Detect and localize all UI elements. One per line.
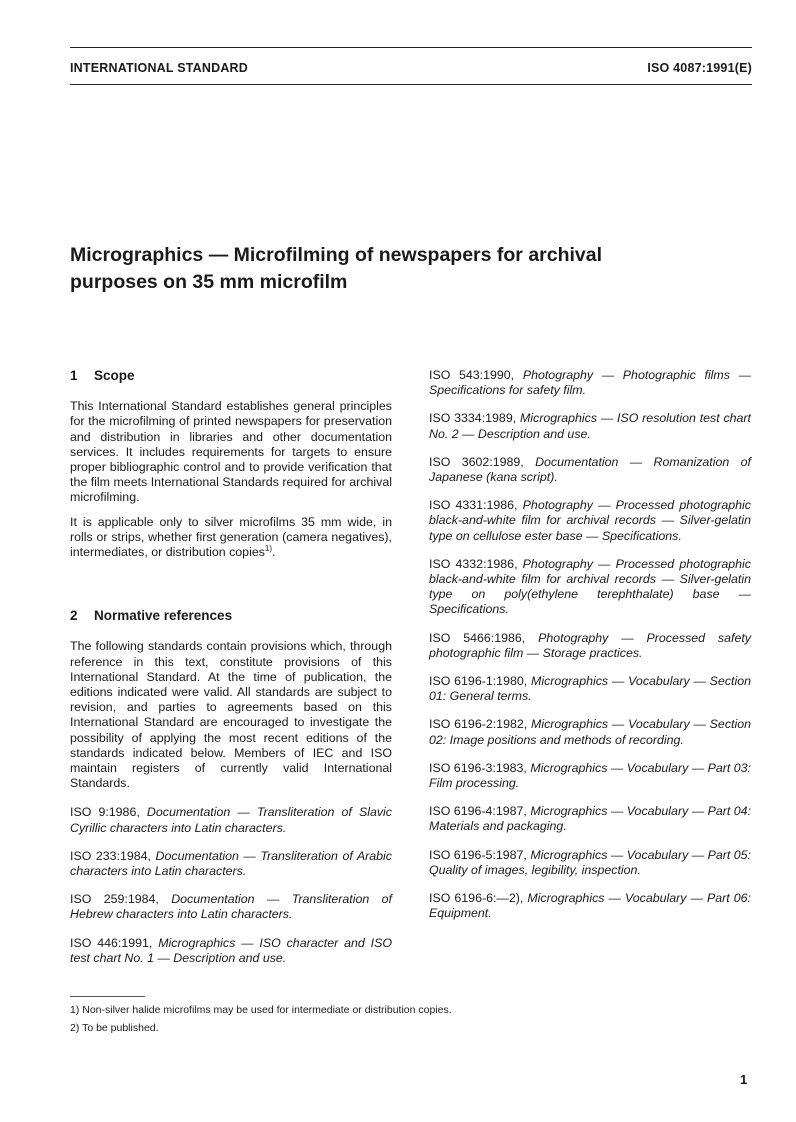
title-line-2: purposes on 35 mm microfilm xyxy=(70,271,348,293)
reference-item: ISO 4332:1986, Photography — Processed photographic black-and-white film for archival records — Silver-gelatin type on poly(ethylene terephthalate) base — Specifications. xyxy=(429,556,751,617)
reference-item: ISO 6196-2:1982, Micrographics — Vocabulary — Section 02: Image positions and methods of recording. xyxy=(429,717,751,747)
footnote-1: 1) Non-silver halide microfilms may be used for intermediate or distribution copies. xyxy=(70,1004,452,1016)
normative-number: 2 xyxy=(70,608,78,624)
reference-item: ISO 9:1986, Documentation — Transliteration of Slavic Cyrillic characters into Latin characters. xyxy=(70,805,392,835)
header-rule xyxy=(70,84,752,85)
reference-item: ISO 5466:1986, Photography — Processed safety photographic film — Storage practices. xyxy=(429,630,751,660)
reference-item: ISO 6196-5:1987, Micrographics — Vocabulary — Part 05: Quality of images, legibility, inspection. xyxy=(429,847,751,877)
document-title xyxy=(70,242,750,296)
reference-item: ISO 6196-1:1980, Micrographics — Vocabulary — Section 01: General terms. xyxy=(429,674,751,704)
reference-item: ISO 6196-6:—2), Micrographics — Vocabulary — Part 06: Equipment. xyxy=(429,891,751,921)
reference-item: ISO 6196-3:1983, Micrographics — Vocabulary — Part 03: Film processing. xyxy=(429,760,751,791)
scope-paragraph-2: It is applicable only to silver microfilms 35 mm wide, in rolls or strips, whether first generation (camera negatives), intermediates, or distribution copies$^{1)}$. xyxy=(70,514,392,560)
reference-item: ISO 543:1990, Photography — Photographic films — Specifications for safety film. xyxy=(429,368,751,398)
right-column xyxy=(429,368,751,934)
scope-number: 1 xyxy=(70,368,78,383)
reference-item: ISO 259:1984, Documentation — Transliteration of Hebrew characters into Latin characters. xyxy=(70,892,392,922)
normative-intro: The following standards contain provisions which, through reference in this text, constitute provisions of this International Standard. At the time of publication, the editions indicated were valid. All standards are subject to revision, and parties to agreements based on this International Standard are encouraged to investigate the possibility of applying the most recent editions of the standards indicated below. Members of IEC and ISO maintain registers of currently valid International Standards. xyxy=(70,639,392,791)
scope-paragraph-1: This International Standard establishes general principles for the microfilming of printed newspapers for preservation and distribution in libraries and other documentation services. It includes requirements for targets to ensure proper bibliographic control and to provide verification that the film meets International Standards required for archival microfilming. xyxy=(70,399,392,505)
reference-item: ISO 3602:1989, Documentation — Romanization of Japanese (kana script). xyxy=(429,454,751,485)
title-line-1: Micrographics — Microfilming of newspapers for archival xyxy=(70,244,603,266)
reference-item: ISO 4331:1986, Photography — Processed photographic black-and-white film for archival records — Silver-gelatin type on cellulose ester base — Specifications. xyxy=(429,498,751,543)
footnote-2: 2) To be published. xyxy=(70,1022,159,1034)
page-number: 1 xyxy=(740,1072,748,1087)
reference-item: ISO 6196-4:1987, Micrographics — Vocabulary — Part 04: Materials and packaging. xyxy=(429,804,751,834)
scope-heading xyxy=(70,368,392,383)
top-rule xyxy=(70,47,752,48)
reference-item: ISO 446:1991, Micrographics — ISO character and ISO test chart No. 1 — Description and use. xyxy=(70,935,392,965)
footnote-rule xyxy=(70,996,145,997)
scope-title: Scope xyxy=(94,368,135,383)
reference-item: ISO 3334:1989, Micrographics — ISO resolution test chart No. 2 — Description and use. xyxy=(429,411,751,441)
header-left: INTERNATIONAL STANDARD xyxy=(70,61,249,75)
reference-item: ISO 233:1984, Documentation — Transliteration of Arabic characters into Latin characters. xyxy=(70,848,392,879)
left-column xyxy=(70,368,392,979)
normative-heading xyxy=(70,608,392,623)
footnote-ref-1: 1) xyxy=(264,543,273,553)
normative-title: Normative references xyxy=(94,608,233,624)
header-right: ISO 4087:1991(E) xyxy=(647,61,752,75)
